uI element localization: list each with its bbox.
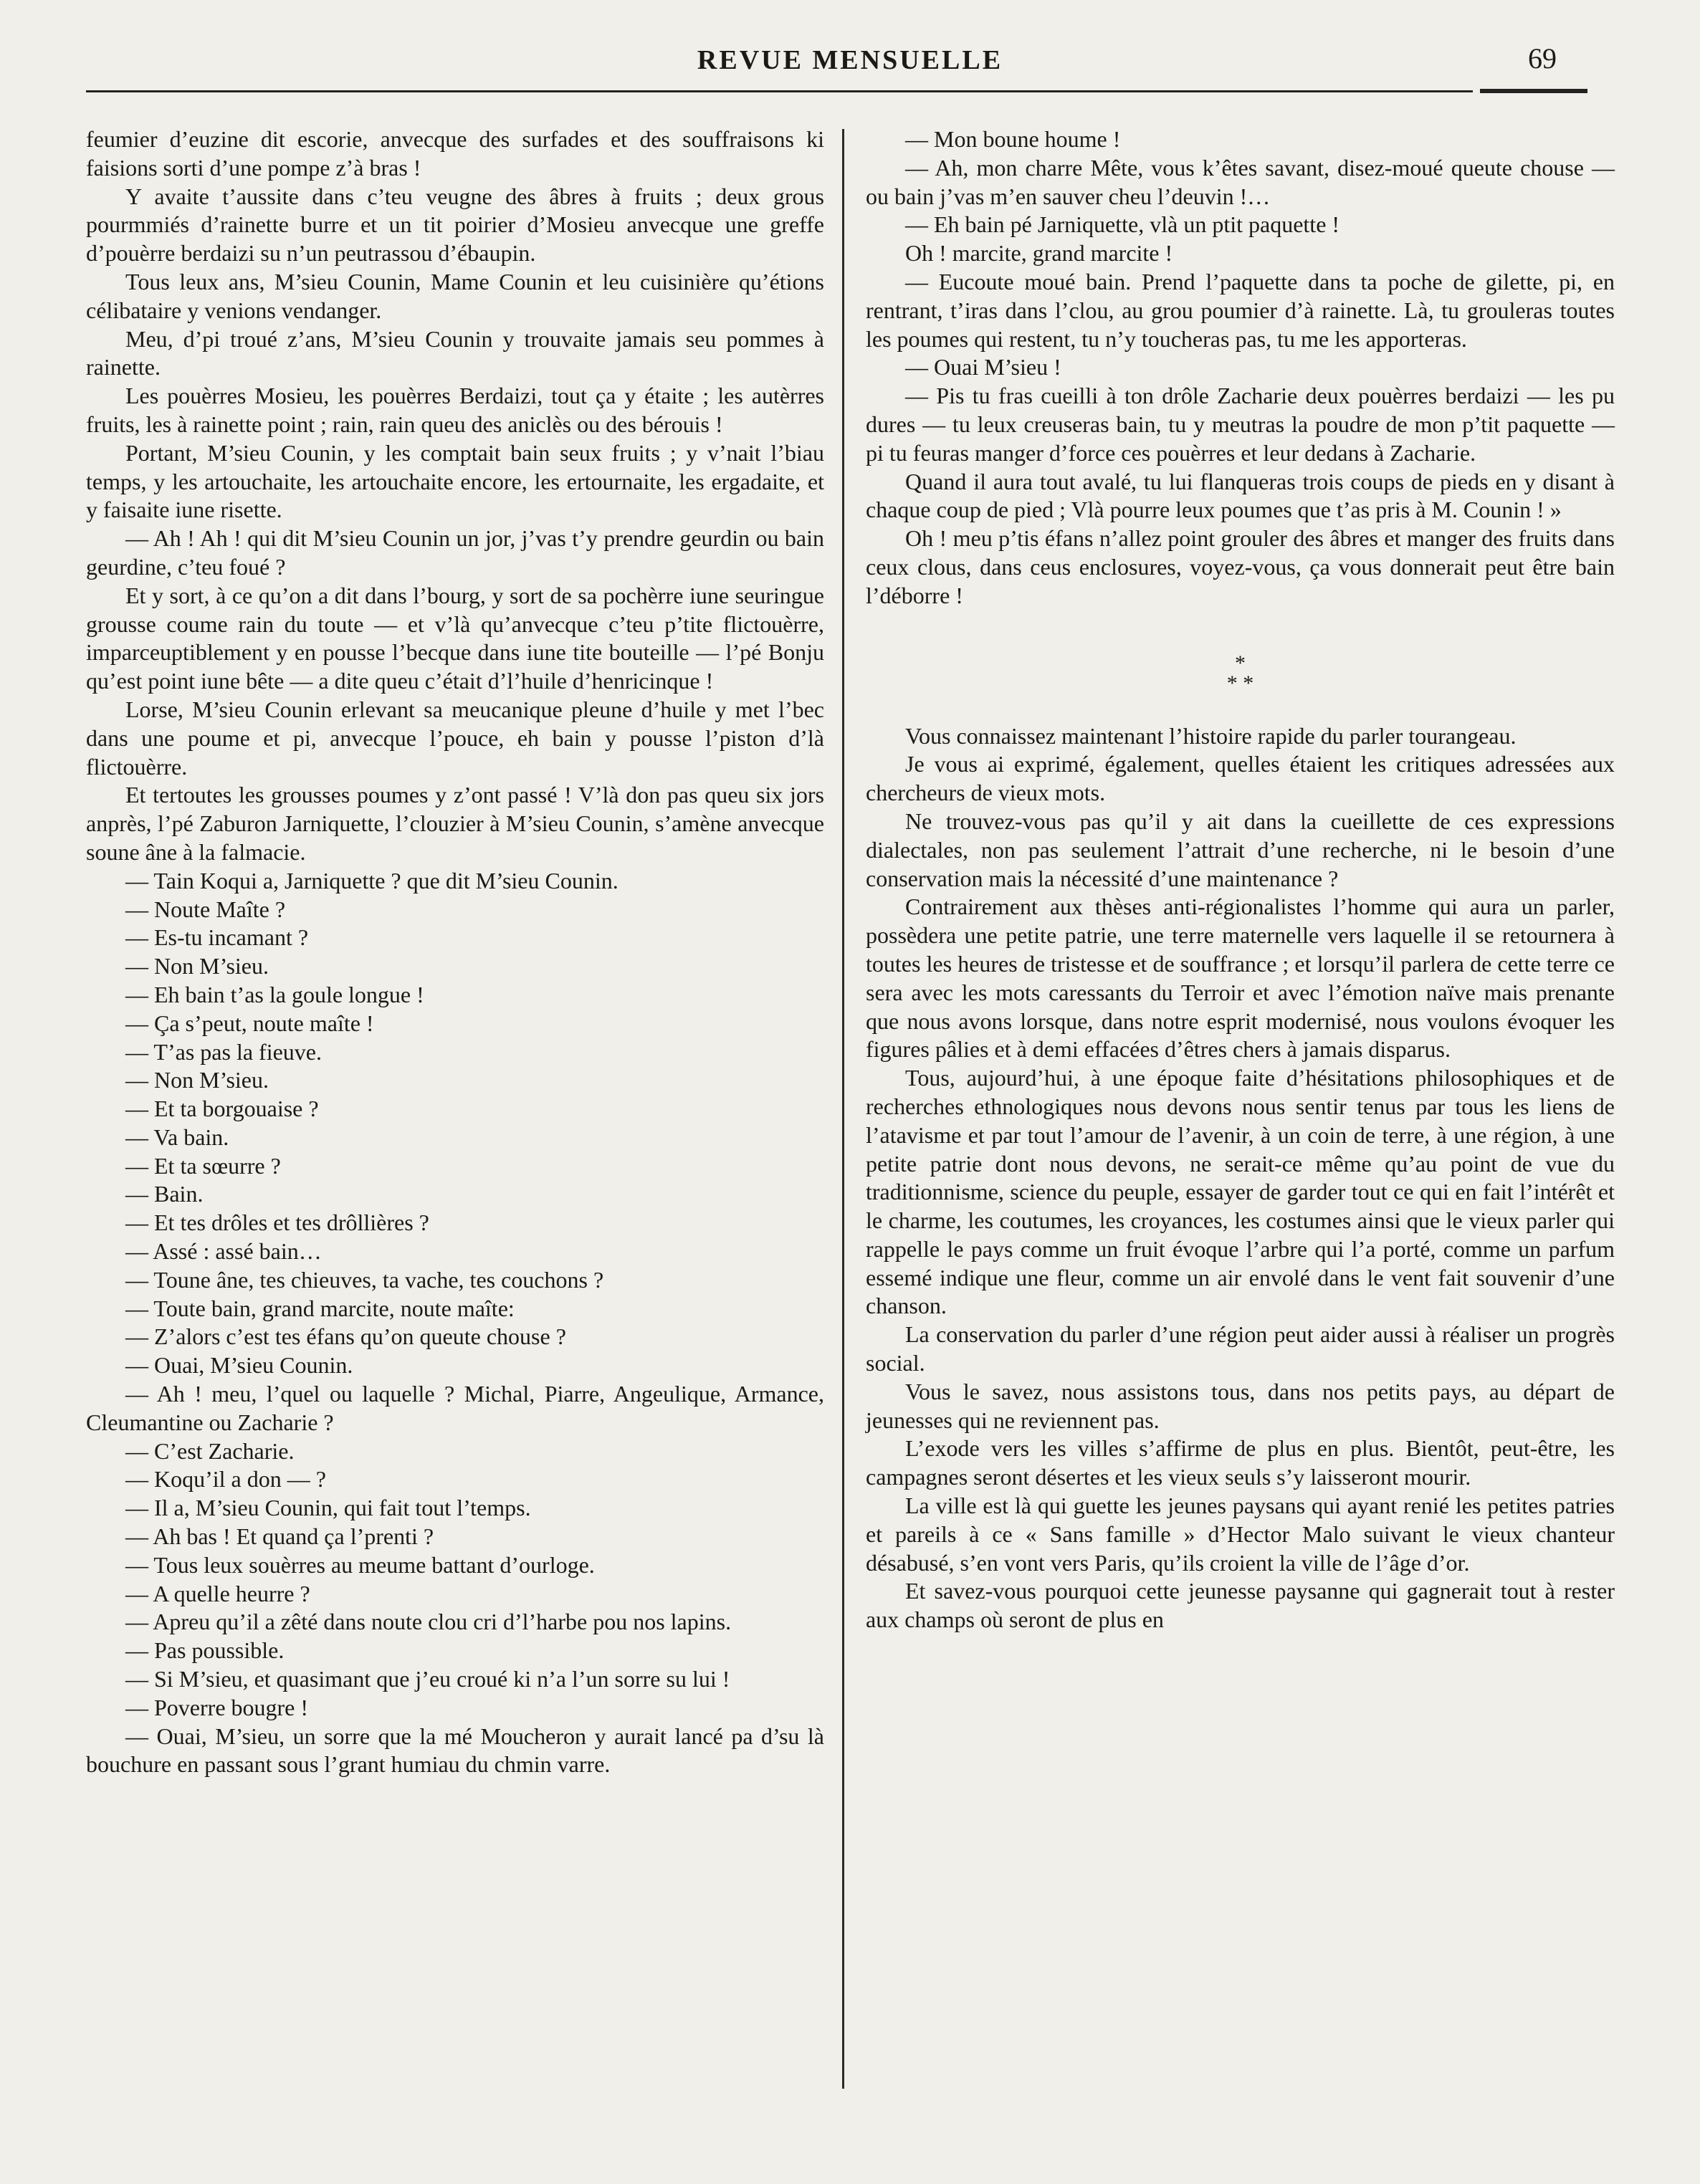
paragraph: Oh ! meu p’tis éfans n’allez point grouler des âbres et manger des fruits dans ceux clous, dans ceus enclosures, voyez-vous, ça vous donnerait peut être bain l’déborre ! [866, 525, 1615, 608]
paragraph: Et tertoutes les grousses poumes y z’ont passé ! V’là don pas queu six jors anprès, l’pé Zaburon Jarniquette, l’clouzier à M’sieu Counin, s’amène anvecque soune âne à la falmacie. [86, 782, 824, 865]
dialogue-line: — Et ta borgouaise ? [125, 1096, 319, 1122]
dialogue-line: — Apreu qu’il a zêté dans noute clou cri d’l’harbe pou nos lapins. [125, 1609, 732, 1635]
paragraph: Y avaite t’aussite dans c’teu veugne des âbres à fruits ; deux grous pourmmiés d’rainette burre et un tit poirier d’Mosieu anvecque une greffe d’pouèrre berdaizi su n’un peutrassou d’ébaupin. [86, 183, 824, 267]
paragraph: Je vous ai exprimé, également, quelles étaient les critiques adressées aux chercheurs de vieux mots. [866, 751, 1615, 806]
dialogue-line: — Es-tu incamant ? [125, 924, 309, 951]
paragraph: — Ah ! Ah ! qui dit M’sieu Counin un jor, j’vas t’y prendre geurdin ou bain geurdine, c’teu foué ? [86, 525, 824, 580]
dialogue-line: — Va bain. [125, 1124, 229, 1150]
paragraph: Vous connaissez maintenant l’histoire rapide du parler tourangeau. [905, 722, 1517, 749]
paragraph: feumier d’euzine dit escorie, anvecque des surfades et des souffraisons ki faisions sorti d’une pompe z’à bras ! [86, 126, 824, 181]
paragraph: Lorse, M’sieu Counin erlevant sa meucanique pleune d’huile y met l’bec dans une poume et pi, anvecque l’pouce, eh bain y pousse l’piston d’là flictouèrre. [86, 696, 824, 780]
section-separator [866, 653, 1615, 694]
dialogue-line: — Assé : assé bain… [125, 1238, 322, 1265]
dialogue-line: — Ah ! meu, l’quel ou laquelle ? Michal, Piarre, Angeulique, Armance, Cleumantine ou Zacharie ? [86, 1381, 824, 1435]
dialogue-line: — A quelle heurre ? [125, 1580, 310, 1606]
paragraph: Contrairement aux thèses anti-régionalistes l’homme qui aura un parler, possèdera une petite patrie, une terre maternelle vers laquelle il se retournera à toutes les heures de tristesse et de souffrance ; et lorsqu’il parlera de cette terre ce sera avec les mots caressants du Terroir et avec l’émotion naïve mais prenante que nous avons lorsque, dans notre esprit modernisé, nous voulons évoquer les figures pâlies et à demi effacées d’êtres chers à jamais disparus. [866, 894, 1615, 1063]
dialogue-line: — Toute bain, grand marcite, noute maîte: [125, 1295, 515, 1321]
paragraph: Quand il aura tout avalé, tu lui flanqueras trois coups de pieds en y disant à chaque coup de pied ; Vlà pourre leux poumes que t’as pris à M. Counin ! » [866, 468, 1615, 523]
paragraph: Ne trouvez-vous pas qu’il y ait dans la cueillette de ces expressions dialectales, non pas seulement l’attrait d’une recherche, ni le besoin d’une conservation mais la nécessité d’une maintenance ? [866, 808, 1615, 891]
dialogue-line: — Z’alors c’est tes éfans qu’on queute chouse ? [125, 1323, 566, 1350]
left-column [86, 125, 824, 1779]
dialogue-line: — Et tes drôles et tes drôllières ? [125, 1210, 429, 1236]
dialogue-line: — Non M’sieu. [125, 953, 269, 980]
paragraph: Tous, aujourd’hui, à une époque faite d’hésitations philosophiques et de recherches ethnologiques nous devons nous sentir tenus par tous les liens de l’atavisme et par tout l’amour de l’avenir, à un coin de terre, à une région, à une petite patrie dont nous devons, ne serait-ce même qu’au point de vue du traditionnisme, science du peuple, essayer de garder tout ce qui en fait l’intérêt et le charme, les coutumes, les croyances, les costumes ainsi que le vieux parler qui rappelle le pays comme un fruit évoque l’arbre qui l’a porté, comme un parfum essemé indique une fleur, comme un air envolé dans le vent fait souvenir d’une chanson. [866, 1065, 1615, 1319]
dialogue-line: — Mon boune houme ! [905, 126, 1121, 152]
dialogue-line: — C’est Zacharie. [125, 1437, 295, 1464]
paragraph: Portant, M’sieu Counin, y les comptait bain seux fruits ; y v’nait l’biau temps, y les artouchaite, les artouchaite encore, les ertournaite, les ergadaite, et y faisaite iune risette. [86, 439, 824, 523]
dialogue-line: — Ouai M’sieu ! [905, 354, 1061, 380]
dialogue-line: — Ah bas ! Et quand ça l’prenti ? [125, 1523, 434, 1550]
dialogue-line: — Eucoute moué bain. Prend l’paquette dans ta poche de gilette, pi, en rentrant, t’iras dans l’clou, au grou poumier d’à rainette. Là, tu grouleras toutes les poumes qui restent, tu n’y toucheras pas, tu me les apporteras. [866, 268, 1615, 352]
dialogue-line: — Si M’sieu, et quasimant que j’eu croué ki n’a l’un sorre su lui ! [125, 1666, 730, 1692]
dialogue-line: — Poverre bougre ! [125, 1694, 309, 1720]
column-divider [842, 129, 844, 2089]
dialogue-line: — Pis tu fras cueilli à ton drôle Zacharie deux pouèrres berdaizi — les pu dures — tu leux creuseras bain, tu y meutras la poudre de mon p’tit paquette — pi tu feuras manger d’force ces pouèrres et leur dedans à Zacharie. [866, 383, 1615, 466]
dialogue-line: — Koqu’il a don — ? [125, 1466, 326, 1493]
dialogue-line: — Il a, M’sieu Counin, qui fait tout l’temps. [125, 1495, 531, 1521]
right-column-essay [866, 722, 1615, 1635]
dialogue-line: — Ah, mon charre Mête, vous k’êtes savant, disez-moué queute chouse — ou bain j’vas m’en sauver cheu l’deuvin !… [866, 154, 1615, 209]
paragraph: Tous leux ans, M’sieu Counin, Mame Counin et leu cuisinière qu’étions célibataire y venions vendanger. [86, 268, 824, 323]
right-column-dialogue [866, 125, 1615, 610]
right-column [866, 125, 1615, 1634]
dialogue-line: — Non M’sieu. [125, 1067, 269, 1093]
dialogue-line: — Tain Koqui a, Jarniquette ? que dit M’sieu Counin. [125, 867, 619, 894]
dialogue-line: Oh ! marcite, grand marcite ! [905, 240, 1173, 267]
dialogue-line: — Noute Maîte ? [125, 896, 286, 922]
dialogue-line: — T’as pas la fieuve. [125, 1038, 322, 1065]
dialogue-line: — Eh bain pé Jarniquette, vlà un ptit paquette ! [905, 211, 1340, 238]
dialogue-line: — Pas poussible. [125, 1637, 285, 1664]
paragraph: Et y sort, à ce qu’on a dit dans l’bourg, y sort de sa pochèrre iune seuringue grousse coume rain du toute — et v’là qu’anvecque c’teu p’tite flictouèrre, imparceuptiblement y en pousse l’becque dans iune tite bouteille — l’pé Bonju qu’est point iune bête — a dite queu c’était d’l’huile d’henricinque ! [86, 582, 824, 694]
dialogue-line: — Ça s’peut, noute maîte ! [125, 1010, 374, 1036]
paragraph: La ville est là qui guette les jeunes paysans qui ayant renié les petites patries et pareils à ce « Sans famille » d’Hector Malo suivant le vieux chanteur désabusé, s’en vont vers Paris, qu’ils croient la ville de l’âge d’or. [866, 1493, 1615, 1576]
dialogue-line: — Tous leux souèrres au meume battant d’ourloge. [125, 1551, 595, 1578]
dialogue-line: — Eh bain t’as la goule longue ! [125, 981, 424, 1007]
paragraph: Meu, d’pi troué z’ans, M’sieu Counin y trouvaite jamais seu pommes à rainette. [86, 325, 824, 380]
page-number: 69 [1528, 42, 1557, 75]
paragraph: Et savez-vous pourquoi cette jeunesse paysanne qui gagnerait tout à rester aux champs où seront de plus en [866, 1578, 1615, 1633]
paragraph: Les pouèrres Mosieu, les pouèrres Berdaizi, tout ça y étaite ; les autèrres fruits, les à rainette point ; rain, rain queu des aniclès ou des bérouis ! [86, 383, 824, 437]
separator-star-top: * [1235, 651, 1246, 675]
separator-star-bottom: * * [1226, 671, 1254, 695]
dialogue-line: — Toune âne, tes chieuves, ta vache, tes couchons ? [125, 1266, 604, 1293]
dialogue-line: — Ouai, M’sieu Counin. [125, 1352, 353, 1379]
header-rule-thick [1480, 89, 1587, 93]
header-rule [86, 90, 1473, 92]
dialogue-line: — Et ta sœurre ? [125, 1152, 281, 1179]
dialogue-line: — Bain. [125, 1181, 204, 1207]
paragraph: L’exode vers les villes s’affirme de plus en plus. Bientôt, peut-être, les campagnes seront désertes et les vieux seuls s’y laisseront mourir. [866, 1435, 1615, 1490]
running-header-title: REVUE MENSUELLE [697, 45, 1003, 75]
paragraph: La conservation du parler d’une région peut aider aussi à réaliser un progrès social. [866, 1321, 1615, 1376]
paragraph: Vous le savez, nous assistons tous, dans nos petits pays, au départ de jeunesses qui ne reviennent pas. [866, 1378, 1615, 1433]
dialogue-line: — Ouai, M’sieu, un sorre que la mé Moucheron y aurait lancé pa d’su là bouchure en passant sous l’grant humiau du chmin varre. [86, 1723, 824, 1778]
